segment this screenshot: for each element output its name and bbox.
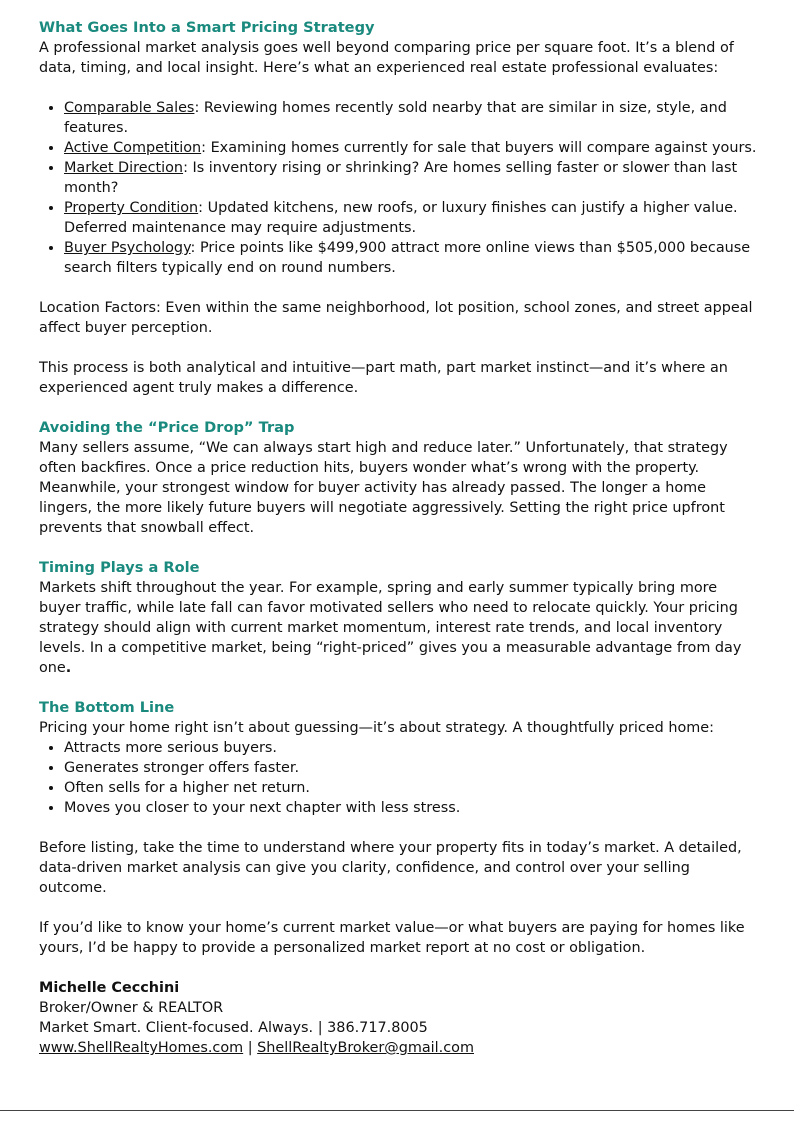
- list-item: [64, 198, 759, 238]
- process-paragraph: This process is both analytical and intuitive—part math, part market instinct—and it’s where an experienced agent truly makes a difference.: [39, 360, 728, 396]
- location-factors-paragraph: Location Factors: Even within the same neighborhood, lot position, school zones, and street appeal affect buyer perception.: [39, 300, 753, 336]
- list-item-text: : Price points like $499,900 attract more online views than $505,000 because search filters typically end on round numbers.: [64, 240, 751, 276]
- list-item: [64, 138, 759, 158]
- list-item: • Moves you closer to your next chapter with less stress.: [64, 798, 759, 818]
- section-heading-pricing-strategy: What Goes Into a Smart Pricing Strategy: [39, 19, 375, 36]
- timing-period: .: [65, 660, 72, 676]
- price-drop-paragraph: Many sellers assume, “We can always start high and reduce later.” Unfortunately, that strategy often backfires. Once a price reduction hits, buyers wonder what’s wrong with the property. Meanwhile, your strongest window for buyer activity has already passed. The longer a home lingers, the more likely future buyers will negotiate aggressively. Setting the right price upfront prevents that snowball effect.: [39, 440, 728, 536]
- website-link[interactable]: www.ShellRealtyHomes.com: [39, 1040, 244, 1056]
- term-active-competition: Active Competition: [64, 140, 202, 156]
- page-bottom-divider: [0, 1110, 794, 1111]
- contact-links: [39, 1038, 759, 1058]
- list-item: • Often sells for a higher net return.: [64, 778, 759, 798]
- email-link[interactable]: ShellRealtyBroker@gmail.com: [257, 1040, 474, 1056]
- pricing-strategy-intro: A professional market analysis goes well beyond comparing price per square foot. It’s a blend of data, timing, and local insight. Here’s what an experienced real estate professional evaluates:: [39, 40, 734, 76]
- list-item-text: : Examining homes currently for sale that buyers will compare against yours.: [201, 140, 757, 156]
- agent-title: Broker/Owner & REALTOR: [39, 1000, 224, 1016]
- list-item: • Attracts more serious buyers.: [64, 738, 759, 758]
- list-item: [64, 238, 759, 278]
- term-buyer-psychology: Buyer Psychology: [64, 240, 191, 256]
- agent-name: Michelle Cecchini: [39, 980, 180, 996]
- market-value-offer-paragraph: If you’d like to know your home’s current market value—or what buyers are paying for homes like yours, I’d be happy to provide a personalized market report at no cost or obligation.: [39, 920, 745, 956]
- section-heading-timing: Timing Plays a Role: [39, 559, 200, 576]
- section-heading-price-drop: Avoiding the “Price Drop” Trap: [39, 419, 295, 436]
- list-item: [64, 158, 759, 198]
- bottom-line-intro: Pricing your home right isn’t about guessing—it’s about strategy. A thoughtfully priced home:: [39, 720, 714, 736]
- timing-text: Markets shift throughout the year. For example, spring and early summer typically bring more buyer traffic, while late fall can favor motivated sellers who need to relocate quickly. Your pricing strategy should align with current market momentum, interest rate trends, and local inventory levels. In a competitive market, being “right-priced” gives you a measurable advantage from day one: [39, 580, 742, 676]
- agent-tagline: Market Smart. Client-focused. Always. | 386.717.8005: [39, 1020, 428, 1036]
- document-page: [39, 18, 759, 1058]
- pricing-factors-list: [39, 98, 759, 278]
- list-item-text: : Reviewing homes recently sold nearby that are similar in size, style, and features.: [64, 100, 727, 136]
- before-listing-paragraph: Before listing, take the time to understand where your property fits in today’s market. A detailed, data-driven market analysis can give you clarity, confidence, and control over your selling outcome.: [39, 840, 742, 896]
- signature-block: [39, 978, 759, 1058]
- term-property-condition: Property Condition: [64, 200, 199, 216]
- benefits-list: [39, 738, 759, 818]
- section-heading-bottom-line: The Bottom Line: [39, 699, 175, 716]
- list-item-text: : Is inventory rising or shrinking? Are homes selling faster or slower than last month?: [64, 160, 738, 196]
- term-market-direction: Market Direction: [64, 160, 184, 176]
- timing-paragraph: [39, 578, 759, 678]
- term-comparable-sales: Comparable Sales: [64, 100, 195, 116]
- list-item: [64, 98, 759, 138]
- link-separator: |: [243, 1040, 258, 1056]
- list-item-text: : Updated kitchens, new roofs, or luxury finishes can justify a higher value. Deferred maintenance may require adjustments.: [64, 200, 738, 236]
- list-item: • Generates stronger offers faster.: [64, 758, 759, 778]
